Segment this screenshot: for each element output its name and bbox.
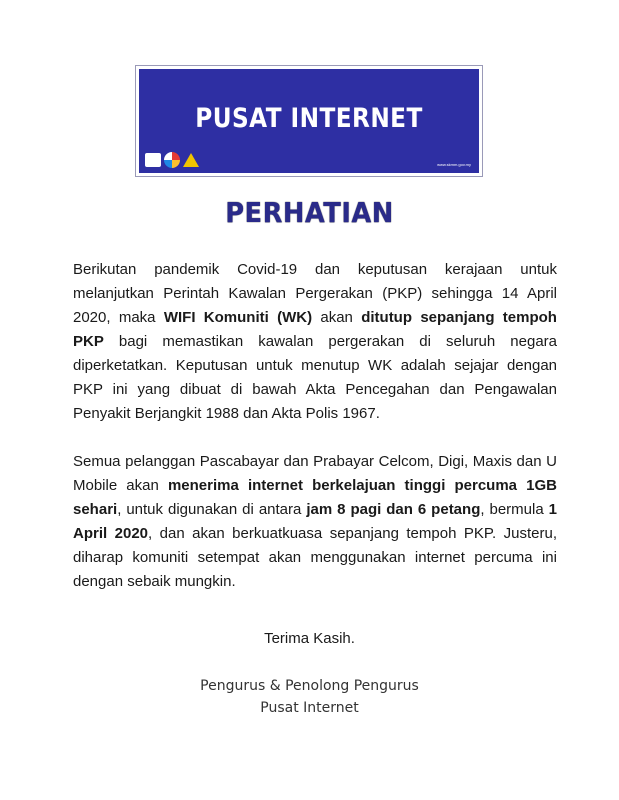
paragraph-2-bold-segment: 1 April 2020 [73, 501, 557, 542]
paragraph-1-segment: akan [312, 309, 362, 326]
banner-url: www.skmm.gov.my [437, 162, 471, 167]
paragraph-2-segment: Semua pelanggan Pascabayar dan Prabayar Celcom, Digi, Maxis dan U Mobile akan [73, 453, 557, 494]
banner-logos [145, 152, 199, 168]
notice-paragraph-2 [73, 450, 557, 594]
notice-heading: PERHATIAN [225, 196, 394, 229]
paragraph-1-bold-segment: WIFI Komuniti (WK) [163, 309, 313, 326]
paragraph-2-bold-segment: menerima internet berkelajuan tinggi percuma 1GB sehari [73, 477, 557, 518]
paragraph-1-segment: bagi memastikan kawalan pergerakan di seluruh negara diperketatkan. Keputusan untuk menutup WK adalah sejajar dengan PKP ini yang dibuat di bawah Akta Pencegahan dan Pengawalan Penyakit Berjangkit 1988 dan Akta Polis 1967. [73, 333, 557, 422]
paragraph-2-segment: , bermula [480, 501, 549, 518]
paragraph-2-segment: , untuk digunakan di antara [117, 501, 307, 518]
notice-paragraph-1 [73, 258, 557, 426]
paragraph-1-bold-segment: ditutup sepanjang tempoh PKP [73, 309, 557, 350]
swirl-logo-icon [164, 152, 180, 168]
signature-title: Pengurus & Penolong Pengurus [200, 678, 419, 694]
paragraph-2-bold-segment: jam 8 pagi dan 6 petang [306, 501, 481, 518]
signature-organization: Pusat Internet [260, 700, 359, 716]
thanks-text: Terima Kasih. [264, 630, 355, 647]
agency-logo-icon [145, 153, 161, 167]
pusat-internet-banner [136, 66, 482, 176]
paragraph-2-segment: , dan akan berkuatkuasa sepanjang tempoh PKP. Justeru, diharap komuniti setempat akan menggunakan internet percuma ini dengan sebaik mungkin. [73, 525, 557, 590]
triangle-logo-icon [183, 153, 199, 167]
banner-title: PUSAT INTERNET [195, 103, 423, 134]
paragraph-1-segment: Berikutan pandemik Covid-19 dan keputusan kerajaan untuk melanjutkan Perintah Kawalan Pergerakan (PKP) sehingga 14 April 2020, maka [73, 261, 557, 326]
